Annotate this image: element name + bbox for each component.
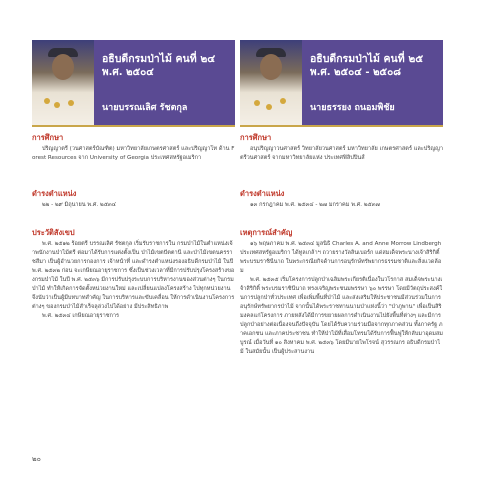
right-director-title: อธิบดีกรมป่าไม้ คนที่ ๒๕ xyxy=(310,53,424,65)
left-term-text: ๒๒ - ๒๙ มิถุนายน พ.ศ. ๒๕๓๔ xyxy=(42,202,116,208)
page-number: ๒๐ xyxy=(32,455,41,463)
right-events-paragraph-1: ๑๖ พฤษภาคม พ.ศ. ๒๕๓๔ มูลนิธิ Charles A. and Anne Morrow Lindbergh ประเทศสหรัฐอเมริกา ได้ทูลเกล้าฯ ถวายรางวัลลินเบอร์ก แด่สมเด็จพระนางเจ้าสิริกิติ์ พระบรมราชินีนาถ ในพระกรณียกิจด้านการอนุรักษ์ทรัพยากรธรรมชาติและสิ่งแวดล้อม xyxy=(240,241,442,274)
left-portrait-photo xyxy=(32,40,94,125)
right-events-section xyxy=(240,228,443,357)
left-work-paragraph-2: พ.ศ. ๒๕๓๔ เกษียณอายุราชการ xyxy=(42,313,120,319)
right-director-name: นายธรรยง ถนอมพิชัย xyxy=(310,103,395,113)
left-column xyxy=(32,40,235,319)
left-work-paragraph-1: พ.ศ. ๒๕๑๒ ร้อยตรี บรรณเลิศ รัชตกุล เริ่มรับราชการใน กรมป่าไม้ในตำแหน่งเจ้าพนักงานป่าไม้ตรี ต่อมาได้รับการแต่งตั้งเป็น ป่าไม้เขตปัตตานี และป่าไม้เขตนครราชสีมา เป็นผู้อำนวยการกองการ เจ้าหน้าที่ และดำรงตำแหน่งรองอธิบดีกรมป่าไม้ ในปี พ.ศ. ๒๕๓๒ ก่อน จะเกษียณอายุราชการ ซึ่งเป็นช่วงเวลาที่มีการปรับปรุงโครงสร้างของกรมป่าไม้ ในปี พ.ศ. ๒๕๓๖ มีการปรับปรุงระบบการบริหารงานของส่วนต่างๆ ในกรมป่าไม้ ทำให้เกิดการจัดตั้งหน่วยงานใหม่ และเปลี่ยนแปลงโครงสร้าง ไปทุกหน่วยงาน จึงนับว่าเป็นผู้มีบทบาทสำคัญ ในการบริหารและขับเคลื่อน ให้การดำเนินงานโครงการต่างๆ ของกรมป่าไม้สำเร็จลุล่วงไปได้อย่าง มีประสิทธิภาพ xyxy=(32,241,235,310)
right-header-banner xyxy=(240,40,443,127)
left-header-banner xyxy=(32,40,235,127)
right-events-paragraph-2: พ.ศ. ๒๕๓๕ เริ่มโครงการปลูกป่าเฉลิมพระเกียรติเนื่องในวโรกาส สมเด็จพระนางเจ้าสิริกิติ์ พระบรมราชินีนาถ ทรงเจริญพระชนมพรรษา ๖๐ พรรษา โดยมีวัตถุประสงค์ในการปลูกป่าทั่วประเทศ เพื่อเพิ่มพื้นที่ป่าไม้ และส่งเสริมให้ประชาชนมีส่วนร่วมในการอนุรักษ์ทรัพยากรป่าไม้ จากนั้นได้พระราชทานนามป่าแห่งนี้ว่า "ป่าภูพาน" เพื่อเป็นสิริมงคลแก่โครงการ ภายหลังได้มีการขยายผลการดำเนินงานไปยังพื้นที่ต่างๆ และมีการปลูกป่าอย่างต่อเนื่องจนถึงปัจจุบัน โดยได้รับความร่วมมือจากทุกภาคส่วน ทั้งภาครัฐ ภาคเอกชน และภาคประชาชน ทำให้ป่าไม้ที่เสื่อมโทรมได้รับการฟื้นฟูให้กลับมาอุดมสมบูรณ์ เมื่อวันที่ ๑๐ สิงหาคม พ.ศ. ๒๕๓๖ โดยมีนายไพโรจน์ สุวรรณกร อธิบดีกรมป่าไม้ ในสมัยนั้น เป็นผู้ประสานงาน xyxy=(240,277,443,355)
right-events-heading: เหตุการณ์สำคัญ xyxy=(240,228,293,237)
right-column xyxy=(240,40,443,355)
left-director-years: พ.ศ. ๒๕๐๔ xyxy=(102,67,154,78)
left-work-heading: ประวัติสังเขป xyxy=(32,228,75,237)
left-director-name: นายบรรณเลิศ รัชตกุล xyxy=(102,103,188,113)
right-term-heading: ดำรงตำแหน่ง xyxy=(240,189,285,198)
right-director-years: พ.ศ. ๒๕๐๔ - ๒๕๐๘ xyxy=(310,67,401,78)
left-term-heading: ดำรงตำแหน่ง xyxy=(32,189,77,198)
right-term-section xyxy=(240,189,443,210)
left-term-section xyxy=(32,189,235,210)
right-education-text: อนุปริญญาวนศาสตร์ วิทยาลัยวนศาสตร์ มหาวิทยาลัย เกษตรศาสตร์ และปริญญาตรีวนศาสตร์ จากมหาวิทยาลัยแห่ง ประเทศฟิลิปปินส์ xyxy=(240,146,443,161)
right-education-section xyxy=(240,133,443,163)
right-education-heading: การศึกษา xyxy=(240,133,272,142)
right-term-text: ๑๓ กรกฎาคม พ.ศ. ๒๕๓๔ - ๒๗ มกราคม พ.ศ. ๒๕๓๗ xyxy=(250,202,380,208)
left-education-heading: การศึกษา xyxy=(32,133,64,142)
left-work-section xyxy=(32,228,235,321)
left-education-text: ปริญญาตรี (วนศาสตร์บัณฑิต) มหาวิทยาลัยเกษตรศาสตร์ และปริญญาโท ด้าน Forest Resources จาก University of Georgia ประเทศสหรัฐอเมริกา xyxy=(32,146,235,161)
right-portrait-photo xyxy=(240,40,302,125)
left-education-section xyxy=(32,133,235,163)
left-director-title: อธิบดีกรมป่าไม้ คนที่ ๒๔ xyxy=(102,53,216,65)
